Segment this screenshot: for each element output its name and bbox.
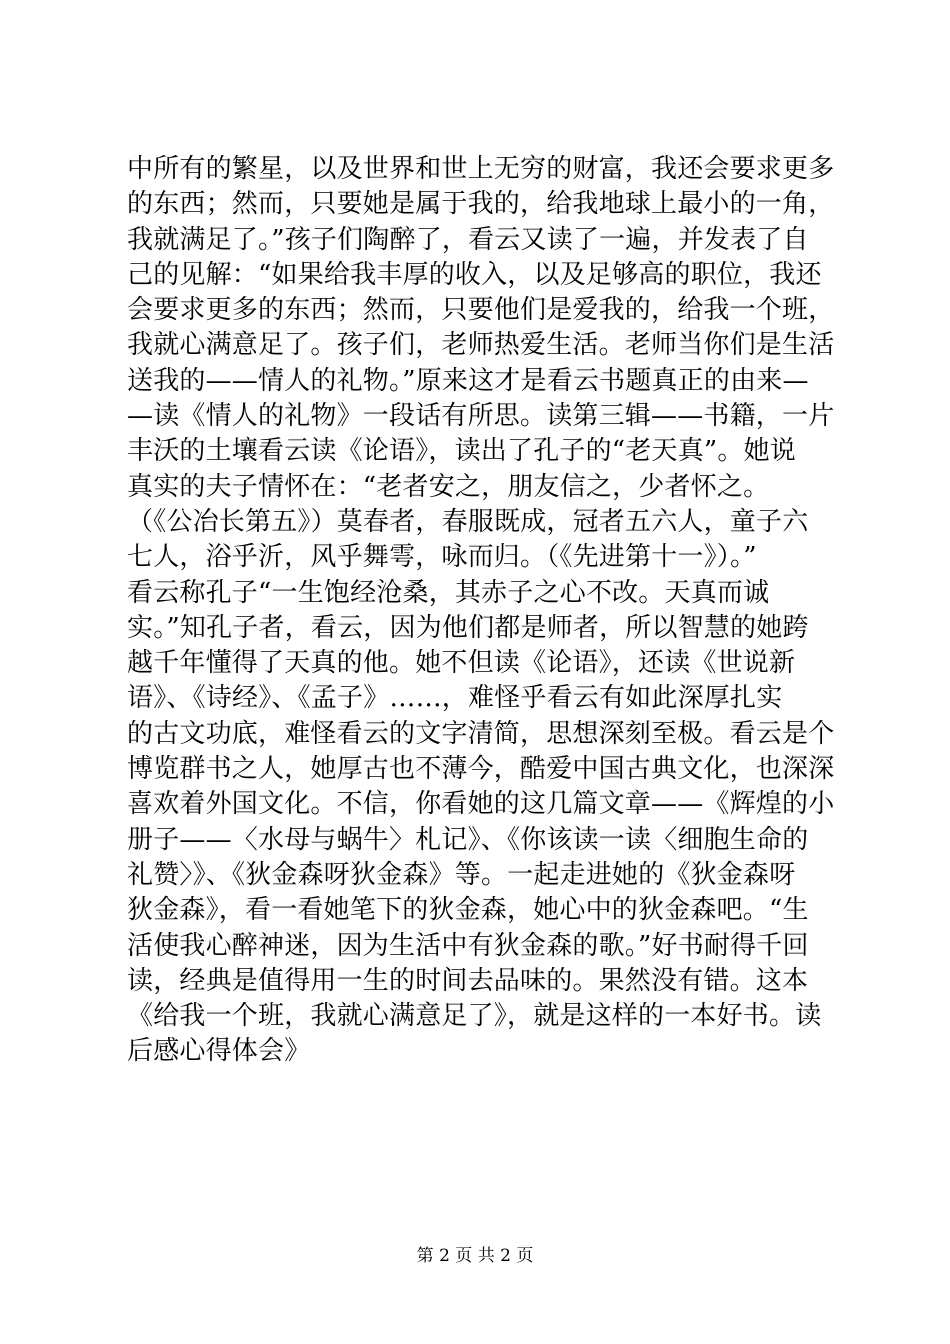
text-line: 读，经典是值得用一生的时间去品味的。果然没有错。这本	[127, 965, 809, 996]
document-body	[127, 152, 835, 1070]
text-line: 博览群书之人，她厚古也不薄今，酷爱中国古典文化，也深深	[127, 754, 835, 785]
text-line: 己的见解：“如果给我丰厚的收入，以及足够高的职位，我还	[127, 259, 822, 290]
page-number-footer: 第 2 页 共 2 页	[416, 1246, 534, 1266]
text-line: 《给我一个班，我就心满意足了》，就是这样的一本好书。读	[127, 1001, 822, 1032]
text-line: 会要求更多的东西；然而，只要他们是爱我的，给我一个班，	[127, 295, 835, 326]
text-line: 越千年懂得了天真的他。她不但读《论语》，还读《世说新	[127, 648, 796, 679]
text-line: 活使我心醉神迷，因为生活中有狄金森的歌。”好书耐得千回	[127, 930, 809, 961]
text-line: 礼赞〉》、《狄金森呀狄金森》等。一起走进她的《狄金森呀	[127, 859, 796, 890]
text-line: 中所有的繁星，以及世界和世上无穷的财富，我还会要求更多	[127, 154, 835, 184]
text-line: 实。”知孔子者，看云，因为他们都是师者，所以智慧的她跨	[127, 612, 809, 643]
text-line: 的古文功底，难怪看云的文字清简，思想深刻至极。看云是个	[127, 718, 835, 749]
text-line: 我就心满意足了。孩子们，老师热爱生活。老师当你们是生活	[127, 330, 835, 361]
text-line: —读《情人的礼物》一段话有所思。读第三辑——书籍，一片	[127, 401, 835, 432]
text-line: 送我的——情人的礼物。”原来这才是看云书题真正的由来—	[127, 365, 809, 396]
text-line: 册子——〈水母与蜗牛〉札记》、《你该读一读〈细胞生命的	[127, 824, 809, 855]
text-line: （《公冶长第五》）莫春者，春服既成，冠者五六人，童子六	[127, 506, 809, 537]
text-line: 喜欢着外国文化。不信，你看她的这几篇文章——《辉煌的小	[127, 789, 835, 820]
text-line: 真实的夫子情怀在：“老者安之，朋友信之，少者怀之。	[127, 471, 770, 502]
text-line: 丰沃的土壤看云读《论语》，读出了孔子的“老天真”。她说	[127, 436, 796, 467]
text-line: 语》、《诗经》、《孟子》……，难怪乎看云有如此深厚扎实	[127, 683, 783, 714]
text-line: 我就满足了。”孩子们陶醉了，看云又读了一遍，并发表了自	[127, 224, 809, 255]
text-line: 后感心得体会》	[127, 1036, 311, 1067]
text-line: 看云称孔子“一生饱经沧桑，其赤子之心不改。天真而诚	[127, 577, 770, 608]
text-line: 的东西；然而，只要她是属于我的，给我地球上最小的一角，	[127, 189, 835, 220]
text-line: 七人，浴乎沂，风乎舞雩，咏而归。（《先进第十一》）。”	[127, 542, 757, 573]
text-line: 狄金森》，看一看她笔下的狄金森，她心中的狄金森吧。“生	[127, 895, 809, 926]
